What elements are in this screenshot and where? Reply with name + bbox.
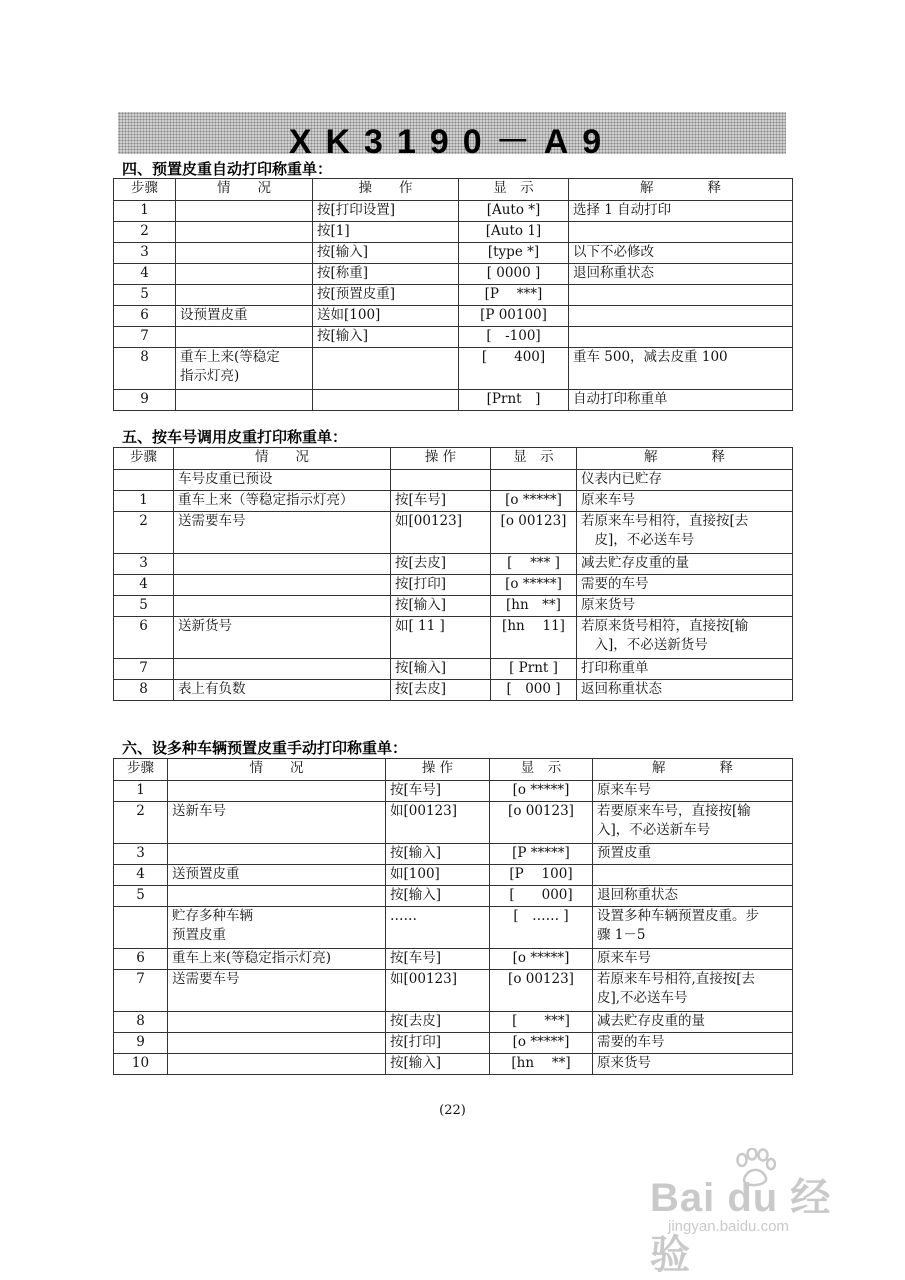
table-row bbox=[114, 512, 793, 554]
table-cell: 按[输入] bbox=[391, 596, 491, 617]
table-cell: [o 00123] bbox=[491, 512, 577, 554]
table-cell: [ 0000 ] bbox=[459, 264, 569, 285]
table-cell: …… bbox=[386, 907, 490, 949]
table-cell: 1 bbox=[114, 781, 168, 802]
section-4-title: 四、预置皮重自动打印称重单： bbox=[122, 160, 333, 178]
table-cell: 按[输入] bbox=[391, 659, 491, 680]
table-cell: 按[输入] bbox=[386, 1054, 490, 1075]
table-cell: [o *****] bbox=[490, 781, 593, 802]
column-header: 操 作 bbox=[313, 179, 459, 201]
table-cell: 若原来车号相符，直接按[去 皮]，不必送车号 bbox=[577, 512, 793, 554]
section-4-table bbox=[113, 178, 793, 411]
table-row bbox=[114, 680, 793, 701]
table-cell: [hn **] bbox=[490, 1054, 593, 1075]
column-header: 操 作 bbox=[391, 448, 491, 470]
table-cell: 4 bbox=[114, 264, 176, 285]
table-cell bbox=[176, 201, 313, 222]
table-cell: 3 bbox=[114, 243, 176, 264]
table-cell: 减去贮存皮重的量 bbox=[593, 1012, 793, 1033]
table-cell bbox=[313, 390, 459, 411]
table-cell: 如[00123] bbox=[386, 802, 490, 844]
table-row bbox=[114, 1033, 793, 1054]
table-cell: 以下不必修改 bbox=[569, 243, 793, 264]
table-cell bbox=[313, 348, 459, 390]
table-cell: 4 bbox=[114, 865, 168, 886]
table-cell: 按[去皮] bbox=[386, 1012, 490, 1033]
table-cell: 按[称重] bbox=[313, 264, 459, 285]
table-cell: 7 bbox=[114, 327, 176, 348]
table-cell bbox=[176, 285, 313, 306]
table-cell: 如[00123] bbox=[391, 512, 491, 554]
table-row bbox=[114, 470, 793, 491]
table-row bbox=[114, 201, 793, 222]
table-cell: [ …… ] bbox=[490, 907, 593, 949]
table-cell bbox=[168, 1033, 386, 1054]
table-cell: 返回称重状态 bbox=[577, 680, 793, 701]
table-cell bbox=[391, 470, 491, 491]
table-row bbox=[114, 575, 793, 596]
table-cell: 如[100] bbox=[386, 865, 490, 886]
table-cell: 设预置皮重 bbox=[176, 306, 313, 327]
table-cell: 按[打印设置] bbox=[313, 201, 459, 222]
table-row bbox=[114, 264, 793, 285]
column-header: 步骤 bbox=[114, 179, 176, 201]
watermark-logo: Bai du 经验 bbox=[650, 1176, 832, 1277]
table-cell: 原来车号 bbox=[593, 781, 793, 802]
table-cell: 退回称重状态 bbox=[569, 264, 793, 285]
table-cell: [P 100] bbox=[490, 865, 593, 886]
column-header: 情 况 bbox=[174, 448, 391, 470]
column-header: 显 示 bbox=[490, 759, 593, 781]
header-row bbox=[114, 448, 793, 470]
table-row bbox=[114, 327, 793, 348]
table-cell: [o *****] bbox=[490, 949, 593, 970]
table-cell: 如[00123] bbox=[386, 970, 490, 1012]
table-cell: 8 bbox=[114, 1012, 168, 1033]
table-cell: [ Prnt ] bbox=[491, 659, 577, 680]
table-cell: 送需要车号 bbox=[168, 970, 386, 1012]
table-row bbox=[114, 306, 793, 327]
table-cell bbox=[569, 285, 793, 306]
table-cell bbox=[569, 327, 793, 348]
table-cell bbox=[176, 264, 313, 285]
table-row bbox=[114, 659, 793, 680]
table-cell: 6 bbox=[114, 306, 176, 327]
table-cell: [hn **] bbox=[491, 596, 577, 617]
table-cell: 原来货号 bbox=[577, 596, 793, 617]
table-row bbox=[114, 390, 793, 411]
table-cell bbox=[569, 306, 793, 327]
table-cell bbox=[176, 243, 313, 264]
table-cell bbox=[491, 470, 577, 491]
table-cell: [ 000 ] bbox=[491, 680, 577, 701]
table-cell: 9 bbox=[114, 390, 176, 411]
table-cell: [ 000] bbox=[490, 886, 593, 907]
table-cell: 重车上来(等稳定指示灯亮) bbox=[168, 949, 386, 970]
table-cell bbox=[114, 470, 174, 491]
table-cell: [ 400] bbox=[459, 348, 569, 390]
table-cell: 若原来货号相符，直接按[输 入]，不必送新货号 bbox=[577, 617, 793, 659]
section-5-table bbox=[113, 447, 793, 701]
table-cell: 按[输入] bbox=[313, 243, 459, 264]
table-cell: 1 bbox=[114, 491, 174, 512]
table-row bbox=[114, 285, 793, 306]
column-header: 情 况 bbox=[168, 759, 386, 781]
title-banner bbox=[118, 112, 786, 161]
table-cell: 按[去皮] bbox=[391, 554, 491, 575]
table-cell bbox=[114, 907, 168, 949]
table-cell: [o *****] bbox=[491, 491, 577, 512]
table-cell: 送需要车号 bbox=[174, 512, 391, 554]
table-cell: 选择 1 自动打印 bbox=[569, 201, 793, 222]
table-row bbox=[114, 865, 793, 886]
table-cell: 重车上来(等稳定 指示灯亮) bbox=[176, 348, 313, 390]
table-cell: [P 00100] bbox=[459, 306, 569, 327]
table-cell: [o 00123] bbox=[490, 802, 593, 844]
table-cell: 2 bbox=[114, 802, 168, 844]
column-header: 步骤 bbox=[114, 448, 174, 470]
table-cell bbox=[174, 659, 391, 680]
column-header: 解 释 bbox=[593, 759, 793, 781]
table-cell: [type *] bbox=[459, 243, 569, 264]
baidu-watermark bbox=[640, 1148, 870, 1277]
table-row bbox=[114, 491, 793, 512]
table-cell bbox=[168, 886, 386, 907]
table-row bbox=[114, 781, 793, 802]
table-cell: 需要的车号 bbox=[593, 1033, 793, 1054]
table-cell: 4 bbox=[114, 575, 174, 596]
table-cell: 设置多种车辆预置皮重。步 骤 1－5 bbox=[593, 907, 793, 949]
table-cell bbox=[174, 554, 391, 575]
table-cell: [hn 11] bbox=[491, 617, 577, 659]
table-cell: 按[输入] bbox=[313, 327, 459, 348]
table-cell bbox=[168, 781, 386, 802]
table-cell: 9 bbox=[114, 1033, 168, 1054]
table-cell: 按[打印] bbox=[391, 575, 491, 596]
table-cell: 按[车号] bbox=[386, 781, 490, 802]
document-title: XK3190－A9 bbox=[288, 123, 616, 161]
table-cell: 7 bbox=[114, 970, 168, 1012]
table-cell: 8 bbox=[114, 680, 174, 701]
column-header: 情 况 bbox=[176, 179, 313, 201]
table-row bbox=[114, 1012, 793, 1033]
table-cell: [P ***] bbox=[459, 285, 569, 306]
table-cell: 如[ 11 ] bbox=[391, 617, 491, 659]
table-cell: [P *****] bbox=[490, 844, 593, 865]
table-cell: 按[预置皮重] bbox=[313, 285, 459, 306]
table-cell: [ *** ] bbox=[491, 554, 577, 575]
page-number: (22) bbox=[439, 1103, 466, 1118]
table-cell: 6 bbox=[114, 617, 174, 659]
table-cell: [ -100] bbox=[459, 327, 569, 348]
table-cell: 预置皮重 bbox=[593, 844, 793, 865]
section-5-title: 五、按车号调用皮重打印称重单： bbox=[122, 428, 348, 446]
table-row bbox=[114, 907, 793, 949]
table-cell: 送如[100] bbox=[313, 306, 459, 327]
table-cell: 5 bbox=[114, 285, 176, 306]
table-cell bbox=[168, 844, 386, 865]
table-cell: [o 00123] bbox=[490, 970, 593, 1012]
column-header: 操 作 bbox=[386, 759, 490, 781]
table-row bbox=[114, 243, 793, 264]
table-cell: 按[输入] bbox=[386, 844, 490, 865]
table-cell: [o *****] bbox=[491, 575, 577, 596]
table-cell bbox=[593, 865, 793, 886]
column-header: 步骤 bbox=[114, 759, 168, 781]
table-row bbox=[114, 844, 793, 865]
table-cell: 按[输入] bbox=[386, 886, 490, 907]
table-cell: 1 bbox=[114, 201, 176, 222]
table-cell: 3 bbox=[114, 554, 174, 575]
watermark-url: jingyan.baidu.com bbox=[668, 1218, 789, 1235]
table-cell: 按[打印] bbox=[386, 1033, 490, 1054]
table-cell: 原来车号 bbox=[593, 949, 793, 970]
table-cell bbox=[569, 222, 793, 243]
table-cell: 6 bbox=[114, 949, 168, 970]
table-cell: 自动打印称重单 bbox=[569, 390, 793, 411]
table-row bbox=[114, 886, 793, 907]
table-cell: [Auto 1] bbox=[459, 222, 569, 243]
table-cell: 5 bbox=[114, 886, 168, 907]
table-cell: 减去贮存皮重的量 bbox=[577, 554, 793, 575]
table-cell bbox=[176, 390, 313, 411]
table-cell: [Auto *] bbox=[459, 201, 569, 222]
table-cell: 7 bbox=[114, 659, 174, 680]
table-row bbox=[114, 554, 793, 575]
table-cell bbox=[168, 1012, 386, 1033]
table-cell: [o *****] bbox=[490, 1033, 593, 1054]
header-row bbox=[114, 179, 793, 201]
table-cell: 送新车号 bbox=[168, 802, 386, 844]
table-cell bbox=[176, 222, 313, 243]
table-cell bbox=[176, 327, 313, 348]
table-cell: 5 bbox=[114, 596, 174, 617]
table-row bbox=[114, 802, 793, 844]
section-6-title: 六、设多种车辆预置皮重手动打印称重单： bbox=[122, 739, 408, 757]
table-cell: 若原来车号相符,直接按[去 皮],不必送车号 bbox=[593, 970, 793, 1012]
table-cell: 8 bbox=[114, 348, 176, 390]
section-6-table bbox=[113, 758, 793, 1075]
table-cell bbox=[174, 575, 391, 596]
table-row bbox=[114, 970, 793, 1012]
table-cell: 需要的车号 bbox=[577, 575, 793, 596]
table-cell: 2 bbox=[114, 222, 176, 243]
table-cell: 原来货号 bbox=[593, 1054, 793, 1075]
table-row bbox=[114, 348, 793, 390]
table-row bbox=[114, 1054, 793, 1075]
table-cell: 贮存多种车辆 预置皮重 bbox=[168, 907, 386, 949]
table-cell: [ ***] bbox=[490, 1012, 593, 1033]
table-row bbox=[114, 222, 793, 243]
table-cell bbox=[168, 1054, 386, 1075]
column-header: 解 释 bbox=[577, 448, 793, 470]
table-row bbox=[114, 617, 793, 659]
column-header: 解 释 bbox=[569, 179, 793, 201]
table-cell: 车号皮重已预设 bbox=[174, 470, 391, 491]
table-cell: 按[车号] bbox=[391, 491, 491, 512]
table-cell: 10 bbox=[114, 1054, 168, 1075]
table-cell: 送预置皮重 bbox=[168, 865, 386, 886]
table-cell: 重车 500，减去皮重 100 bbox=[569, 348, 793, 390]
table-cell: 按[1] bbox=[313, 222, 459, 243]
table-row bbox=[114, 949, 793, 970]
table-row bbox=[114, 596, 793, 617]
table-cell: 送新货号 bbox=[174, 617, 391, 659]
column-header: 显 示 bbox=[491, 448, 577, 470]
table-cell: 仪表内已贮存 bbox=[577, 470, 793, 491]
table-cell: 原来车号 bbox=[577, 491, 793, 512]
table-cell: 按[去皮] bbox=[391, 680, 491, 701]
table-cell: 表上有负数 bbox=[174, 680, 391, 701]
table-cell: 打印称重单 bbox=[577, 659, 793, 680]
table-cell: 重车上来（等稳定指示灯亮） bbox=[174, 491, 391, 512]
table-cell bbox=[174, 596, 391, 617]
column-header: 显 示 bbox=[459, 179, 569, 201]
table-cell: 3 bbox=[114, 844, 168, 865]
table-cell: 按[车号] bbox=[386, 949, 490, 970]
table-cell: [Prnt ] bbox=[459, 390, 569, 411]
header-row bbox=[114, 759, 793, 781]
table-cell: 2 bbox=[114, 512, 174, 554]
table-cell: 若要原来车号，直接按[输 入]，不必送新车号 bbox=[593, 802, 793, 844]
table-cell: 退回称重状态 bbox=[593, 886, 793, 907]
